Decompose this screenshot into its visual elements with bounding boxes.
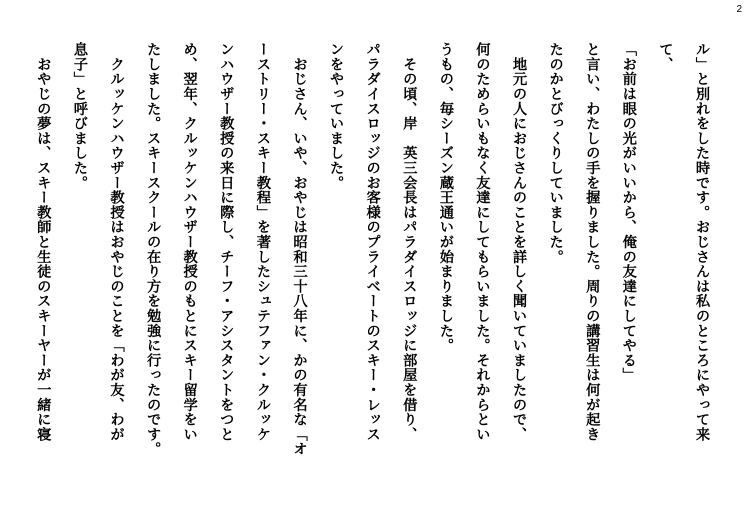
text-line: ル」と別れをした時です。おじさんは私のところにやって来	[694, 42, 710, 442]
text-line: たしました。スキースクールの在り方を勉強に行ったのです。	[145, 42, 162, 457]
text-line: 息子」と呼びました。	[71, 42, 88, 190]
text-line: クルッケンハウザー教授はおやじのことを「わが友、わが	[108, 42, 125, 442]
text-line: パラダイスロッジのお客様のプライベートのスキー・レッス	[364, 42, 381, 442]
text-line: ーストリー・スキー教程」を著したシュテファン・クルッケ	[254, 42, 271, 442]
text-line: たのかとびっくりしていました。	[547, 42, 564, 264]
text-line: うもの、毎シーズン蔵王通いが始まりました。	[437, 42, 454, 353]
text-line: その頃、岸 英三会長はパラダイスロッジに部屋を借り、	[401, 42, 418, 442]
text-line: 地元の人におじさんのことを詳しく聞いていましたので、	[511, 42, 528, 442]
text-line: おじさん、いや、おやじは昭和三十八年に、かの有名な「オ	[291, 42, 308, 457]
text-line: め、翌年、クルッケンハウザー教授のもとにスキー留学をい	[181, 42, 198, 442]
text-line: 何のためらいもなく友達にしてもらいました。それからとい	[474, 42, 491, 442]
body-text	[20, 42, 720, 497]
text-line: ンハウザー教授の来日に際し、チーフ・アシスタントをつと	[218, 42, 235, 442]
text-line: と言い、わたしの手を握りました。周りの講習生は何が起き	[584, 42, 601, 442]
text-line: おやじの夢は、スキー教師と生徒のスキーヤーが一緒に寝	[35, 42, 52, 442]
text-line: 「お前は眼の光がいいから、俺の友達にしてやる」	[620, 42, 637, 383]
text-line: ンをやっていました。	[328, 42, 345, 190]
text-line: て、	[657, 42, 674, 72]
page-number: 2	[736, 4, 742, 15]
